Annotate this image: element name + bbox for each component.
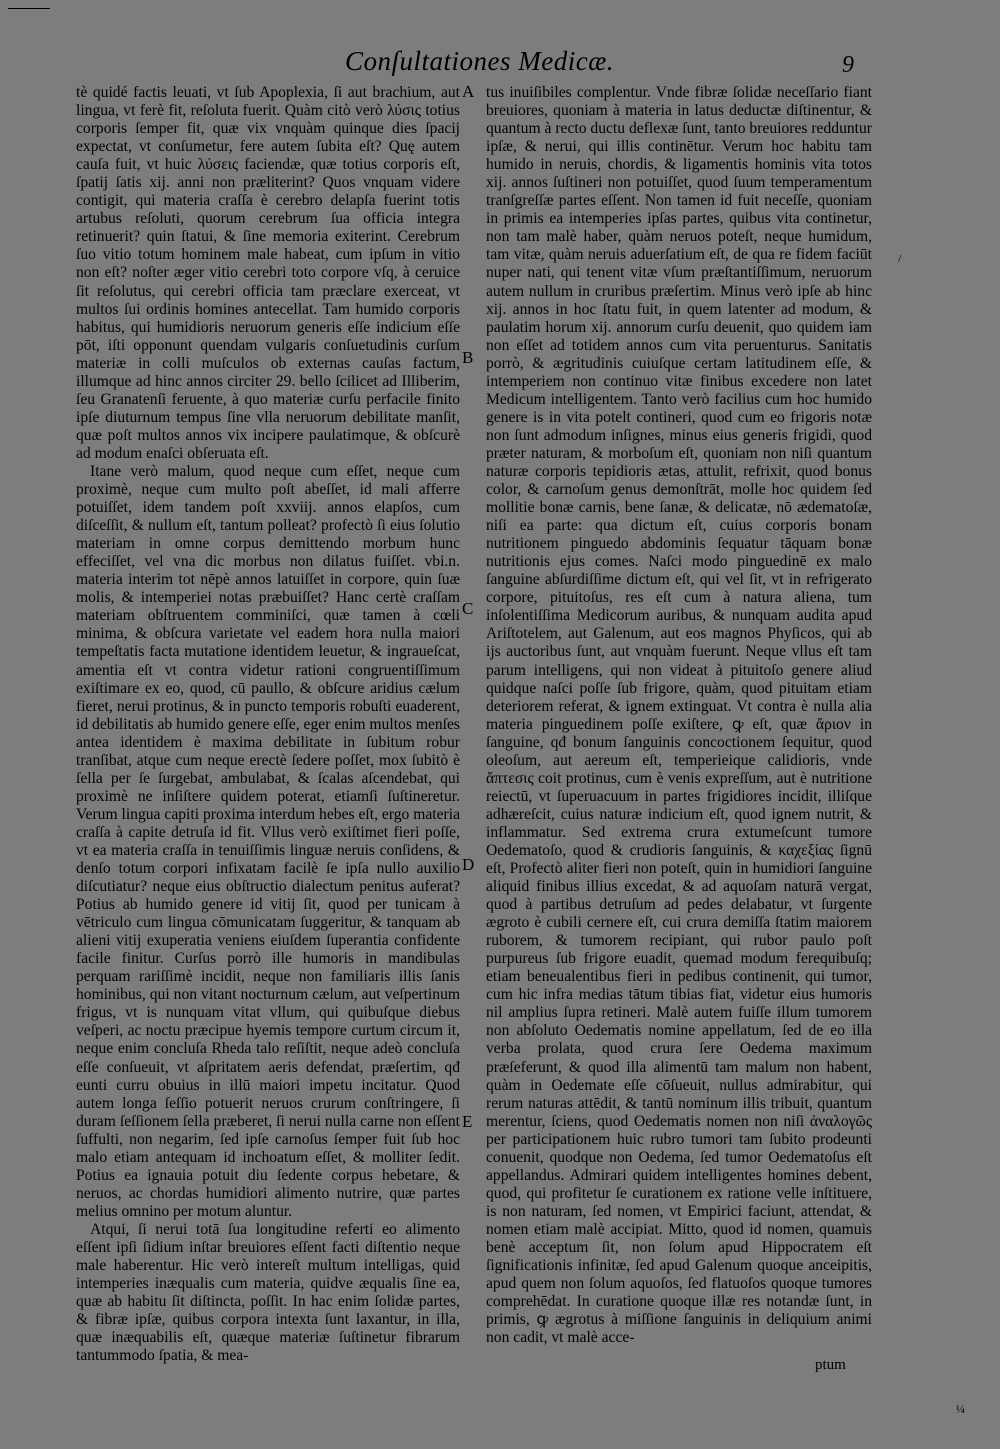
section-marker-c: C <box>462 599 474 618</box>
right-paragraph-1: tus inuiſibiles complentur. Vnde fibræ ſolidæ neceſſario fiant breuiores, quoniam à materia in latus deductæ diſtinentur, & quantum à recto ductu deflexæ ſunt, tanto breuiores redduntur ipſæ, & nerui, qui illis continētur. Verum hoc habitu tam humido in neruis, chordis, & ligamentis hominis vita totos xij. annos ſuſtineri non potuiſſet, quod ſuum temperamentum tranſgreſſæ partes eſſent. Non tamen id fuit neceſſe, quoniam in primis ea intemperies ipſas partes, quibus vita continetur, non tam malè haber, quàm neruos poteſt, neque humidum, tam vitæ, quàm neruis aduerſatium eſt, de qua re fidem faciūt nuper nati, qui tenent vitæ vſum præſtantiſſimum, neruorum autem nullum in cruribus præſertim. Minus verò ipſe ab hinc xij. annos in hoc ſtatu fuit, in quem latenter ad modum, & paulatim horum xij. annorum curſu deuenit, quo quidem iam non eſſet ad totidem annos cum vita peruenturus. Sanitatis porrò, & ægritudinis cuiuſque certam latitudinem eſſe, & intemperiem non continuo vitæ finibus excedere non latet Medicum intelligentem. Tanto verò facilius cum hoc humido genere is in vita potelt contineri, quod cum eo frigoris notæ non ſunt admodum inſignes, minus eius generis frigidi, quod præter naturam, & morboſum eſt, quoniam non niſi quantum naturæ corporis tepidioris ætas, attulit, refrixit, quod bonus color, & carnoſum genus demonſtrāt, molle hoc quidem ſed mollitie bonæ carnis, bene ſanæ, & delicatæ, nō ædematoſæ, niſi ea parte: qua dictum eſt, cuius corporis bonam nutritionem pinguedo abdominis ſequatur tāquam bonæ nutritionis ejus comes. Naſci modo pinguedinē ex malo ſanguine abſurdiſſime dictum eſt, qui vel ſit, vt in refrigerato corpore, pituitoſus, res eſt cum à natura aliena, tum inſolentiſſima Medicorum auribus, & nunquam audita apud Ariſtotelem, aut Galenum, aut eos magnos Phyſicos, qui ab ijs auctoribus ſunt, aut vnquàm fuerunt. Neque vllus eſt tam parum intelligens, qui non videat à pituitoſo genere aliud quidque naſci poſſe ſub frigore, quàm, quod pituitam etiam deteriorem referat, & ignem extinguat. Vt contra è nulla alia materia pinguedinem poſſe exiſtere, ꝙ eſt, quæ ἄριον in ſanguine, qđ bonum ſanguinis concoctionem ſequitur, quod oleoſum, aut aereum eſt, temperieique calidioris, vnde ἄπτεσις coit protinus, cum è venis expreſſum, aut è nutritione reiectū, vt ſuperuacuum in partes frigidiores incidit, illiſque adhæreſcit, cuius naturæ indicium eſt, quod ignem nutrit, & inflammatur. Sed extrema crura extumeſcunt tumore Oedematoſo, quod & crudioris ſanguinis, & καχεξίας ſignū eſt, Profectò aliter fieri non poteſt, quin in humidiori ſanguine aliquid finibus illius excedat, & ad aquoſam naturā vergat, quod à partibus detruſum ad pedes delabatur, vt ſurgente ægroto è cubili cernere eſt, cui crura demiſſa ſtatim maiorem ruborem, & tumorem recipiant, qui rubor paulo poſt purpureus ſub frigore euadit, quemad modum ferequibuſq; etiam beneualentibus fieri in pedibus continenit, qui tumor, cum hic infra medias tātum tibias fiat, videtur eius humoris nil amplius ſupra retineri. Malè autem fuiſſe illum tumorem non abſoluto Oedematis nomine appellatum, ſed de eo illa verba prolata, quod crura ſere Oedema maximum præſeferunt, & quod illa alimentū tam malum non habent, quàm in Oedemate eſſe cōſueuit, nullus admirabitur, qui rerum naturas attēdit, & tantū nominum illis tribuit, quantum merentur, ſciens, quod Oedematis nomen non niſi ἀναλογῶς per participationem huic rubro tumori tam ſubito prodeunti conuenit, quodque non Oedema, ſed tumor Oedematoſus eſt appellandus. Admirari quidem intelligentes homines debent, quod, qui profitetur ſe curationem ex ratione velle inſtituere, is non naturam, ſed nomen, vt Empirici faciunt, attendat, & nomen etiam malè accipiat. Mitto, quod id nomen, quamuis benè acceptum ſit, non ſolum apud Hippocratem eſt ſignificationis infinitæ, ſed apud Galenum quoque anceipitis, apud quem non ſolum aquoſos, ſed flatuoſos quoque tumores comprehēdat. In curatione quoque illæ res notandæ ſunt, in primis, ꝙ ægrotus à miſſione ſanguinis in deliquium animi non cadit, vt malè acce- <box>486 84 872 1347</box>
section-marker-d: D <box>462 855 475 874</box>
left-paragraph-3: Atqui, ſi nerui totā ſua longitudine referti eo alimento eſſent ipſi ſidium inſtar breuiores eſſent facti diſtentio neque male haberentur. Hic verò intereſt multum intelligas, quid intemperies inæqualis cum materia, quidve æqualis ſine ea, quæ ab habitu ſit diſtincta, poſſit. In hac enim ſolidæ partes, & fibræ ipſæ, quibus corpora intexta ſunt laxantur, in illa, quæ inæquabilis eſt, quæque materiæ ſuſtinetur fibrarum tantummodo ſpatia, & mea- <box>76 1220 460 1365</box>
section-marker-a: A <box>462 82 475 101</box>
catchword: ptum <box>815 1357 846 1373</box>
edge-mark-2: ¼ <box>956 1402 965 1416</box>
left-paragraph-2: Itane verò malum, quod neque cum eſſet, neque cum proximè, neque cum multo poſt abeſſet, id mali afferre potuiſſet, idem tandem poſt xxviij. annos elapſos, cum diſceſſit, & nullum eſt, tantum polleat? profectò ſi eius ſolutio materiam in omne corpus demittendo morbum hunc effeciſſet, vel vna dic morbus non dilatus fuiſſet. vbi.n. materia interim tot nēpè annos latuiſſet in corpore, quin ſuæ molis, & intemperiei notas præbuiſſet? Hanc certè craſſam materiam obſtruentem comminiſci, quæ tamen à cœli minima, & obſcura varietate vel eadem hora nulla maiori tempeſtatis facta mutatione identidem leuetur, & ingraueſcat, amentia eſt vt contra videtur rationi congruentiſſimum exiſtimare ex eo, quod, cū paullo, & obſcure aridius cælum fieret, nerui protinus, & in puncto temporis robuſti euaderent, id debilitatis ab humido genere eſſe, eger enim multos menſes antea identidem è maxima debilitate in ſubitum robur tranſibat, atque cum neque erectè ſedere poſſet, mox ſubitò è ſella per ſe ſurgebat, ambulabat, & ſcalas aſcendebat, qui proximè ne inſiſtere quidem poterat, etiamſi ſuſtineretur. Verum lingua capiti proxima interdum hebes eſt, ergo materia craſſa à capite detruſa id fit. Vllus verò exiſtimet fieri poſſe, vt ea materia craſſa in tenuiſſimis linguæ neruis conſidens, & denſo totum corpori infixatam facilè ſe ipſa nullo auxilio diſcutiatur? neque eius obſtructio dialectum penitus auferat? Potius ab humido genere id vitij ſit, quod per tunicam à vētriculo cum lingua cōmunicatam ſuggeritur, & tanquam ab alieni vitij exuperatia veniens eiuſdem ſuperantia confidente facile finitur. Curſus porrò ille humoris in mandibulas perquam rariſſimè incidit, neque non familiaris illis ſanis hominibus, qui non vitant nocturnum cælum, aut veſpertinum frigus, vt is nunquam vitat vllum, qui quibuſque diebus veſperi, ac noctu præcipue hyemis tempore curtum circum it, neque enim concluſa Rheda talo reſiſtit, neque adeò concluſa eſſe conſueuit, vt aſpritatem aeris defendat, præſertim, qđ eunti curru obuius in illū maiori impetu incitatur. Quod autem longa ſeſſio potuerit neruos crurum conſtringere, ſi duram ſeſſionem ſella præberet, ſi nerui nulla carne non eſſent ſuffulti, non negarim, ſed ipſe carnoſus ſemper fuit ſub hoc malo etiam antequam id inchoatum eſſet, & molliter ſedit. Potius ea ignauia potuit diu ſedente corpus hebetare, & neruos, ac chordas humidiori alimento nutrire, quæ partes melius omnino per motum aluntur. <box>76 462 460 1220</box>
section-marker-b: B <box>462 348 474 367</box>
corner-rule <box>8 8 50 9</box>
section-marker-e: E <box>462 1112 473 1131</box>
edge-mark-1: / <box>898 251 902 265</box>
page-number: 9 <box>842 52 854 78</box>
left-column <box>76 84 460 1365</box>
right-column <box>486 84 872 1347</box>
left-paragraph-1: tè quidé factis leuati, vt ſub Apoplexia, ſi aut brachium, aut lingua, vt ferè fit, reſoluta fuerit. Quàm citò verò λύσις totius corporis ſemper fit, quæ vix vnquàm quinque dies ſpacij expectat, vt conſumetur, fere autem ſubita eſt? Quę autem cauſa fuit, vt huic λύσεις faciendæ, quæ totius corporis eſt, ſpatij ſatis xij. anni non præliterint? Quos vnquam videre contigit, qui materia craſſa è cerebro delapſa fuerint totis artubus reſoluti, quorum cerebrum ſua officia integra retinuerit? quin ſtatui, & ſine memoria exiterint. Cerebrum ſuo vitio totum hominem male habeat, cum ipſum in vitio non eſt? noſter æger vitio cerebri toto corpore vſq, à ceruice ſit reſolutus, qui cerebri officia tam præclare exerceat, vt multos ſui ordinis homines antecellat. Tam humido corporis habitus, qui humidioris neruorum generis eſſe indicium eſſe pōt, iſti opponunt quendam vulgaris conſuetudinis curſum materiæ in colli muſculos ob externas cauſas factum, illumque ad hinc annos circiter 29. bello ſcilicet ad Illiberim, ſeu Granatenſi feruente, à quo materiæ curſu perfacile finito ipſe diuturnum tempus ſine vlla neruorum debilitate manſit, quæ poſt multos annos vix incipere paulatimque, & obſcurè ad modum enaſci obſeruata eſt. <box>76 84 460 462</box>
running-header: Conſultationes Medicæ. <box>345 46 614 76</box>
